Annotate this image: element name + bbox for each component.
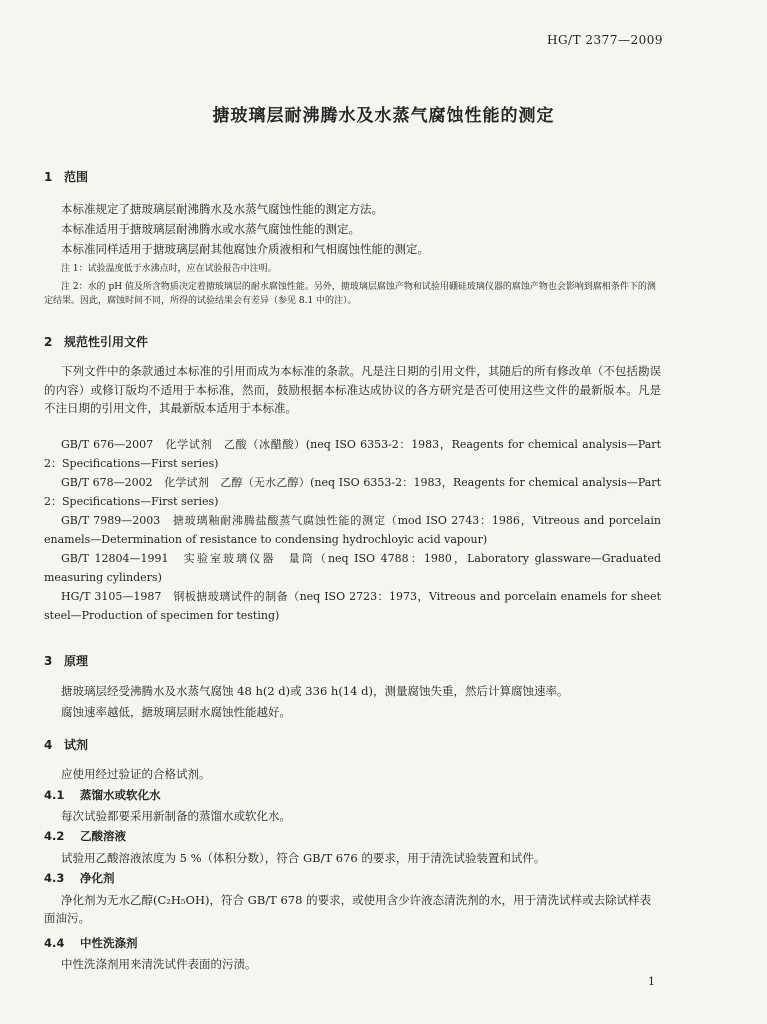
subsection-4-2-heading: [44, 828, 126, 844]
section-3-heading: [44, 652, 88, 669]
principle-paragraph-1: 搪玻璃层经受沸腾水及水蒸气腐蚀 48 h(2 d)或 336 h(14 d)，测量腐蚀失重，然后计算腐蚀速率。: [61, 684, 569, 698]
scope-paragraph-1: 本标准规定了搪玻璃层耐沸腾水及水蒸气腐蚀性能的测定方法。: [61, 202, 383, 216]
section-number: 4: [44, 738, 53, 752]
section-number: 1: [44, 170, 53, 184]
section-number: 2: [44, 335, 53, 349]
subsection-4-4-heading: [44, 935, 138, 951]
page-number: 1: [648, 975, 655, 988]
section-4-heading: [44, 736, 88, 753]
scope-paragraph-3: 本标准同样适用于搪玻璃层耐其他腐蚀介质液相和气相腐蚀性能的测定。: [61, 242, 429, 256]
section-title: 规范性引用文件: [64, 335, 149, 349]
subsection-4-2-text: 试验用乙酸溶液浓度为 5 %（体积分数），符合 GB/T 676 的要求，用于清洗试验装置和试件。: [61, 851, 546, 865]
standard-code: HG/T 2377—2009: [547, 33, 663, 47]
reference-hgt-3105: HG/T 3105—1987 钢板搪玻璃试件的制备（neq ISO 2723：1973，Vitreous and porcelain enamels for sheet steel—Production of specimen for testing): [44, 590, 661, 622]
subsection-4-1-heading: [44, 787, 161, 803]
section-number: 3: [44, 654, 53, 668]
references-intro: 下列文件中的条款通过本标准的引用而成为本标准的条款。凡是注日期的引用文件，其随后的所有修改单（不包括勘误的内容）或修订版均不适用于本标准，然而，鼓励根据本标准达成协议的各方研究是否可使用这些文件的最新版本。凡是不注日期的引用文件，其最新版本适用于本标准。: [44, 364, 661, 415]
subsection-4-3-heading: [44, 870, 115, 886]
subsection-number: 4.1: [44, 788, 65, 802]
reference-gbt-12804: GB/T 12804—1991 实验室玻璃仪器 量筒（neq ISO 4788：1980，Laboratory glassware—Graduated measuring cylinders): [44, 552, 661, 584]
principle-paragraph-2: 腐蚀速率越低，搪玻璃层耐水腐蚀性能越好。: [61, 705, 291, 719]
subsection-4-3-text: 净化剂为无水乙醇(C₂H₅OH)，符合 GB/T 678 的要求，或使用含少许液态清洗剂的水，用于清洗试样或去除试样表面油污。: [44, 893, 652, 925]
scope-note-1: 注 1：试验温度低于水沸点时，应在试验报告中注明。: [61, 264, 277, 274]
document-title: 搪玻璃层耐沸腾水及水蒸气腐蚀性能的测定: [212, 106, 555, 126]
subsection-title: 蒸馏水或软化水: [80, 788, 161, 802]
reagents-intro: 应使用经过验证的合格试剂。: [61, 767, 211, 781]
section-title: 范围: [64, 170, 89, 184]
section-title: 原理: [64, 654, 89, 668]
subsection-title: 乙酸溶液: [80, 829, 126, 843]
reference-gbt-7989: GB/T 7989—2003 搪玻璃釉耐沸腾盐酸蒸气腐蚀性能的测定（mod ISO 2743：1986，Vitreous and porcelain enamels—Determination of resistance to condensing hydrochloyic acid vapour): [44, 514, 661, 546]
section-2-heading: [44, 333, 148, 350]
reference-gbt-676: GB/T 676—2007 化学试剂 乙酸（冰醋酸）(neq ISO 6353-2：1983，Reagents for chemical analysis—Part 2：Specifications—First series): [44, 438, 661, 470]
subsection-number: 4.2: [44, 829, 65, 843]
subsection-title: 中性洗涤剂: [80, 936, 138, 950]
subsection-number: 4.3: [44, 871, 65, 885]
subsection-4-4-text: 中性洗涤剂用来清洗试件表面的污渍。: [61, 957, 257, 971]
subsection-title: 净化剂: [80, 871, 115, 885]
section-title: 试剂: [64, 738, 89, 752]
scope-paragraph-2: 本标准适用于搪玻璃层耐沸腾水或水蒸气腐蚀性能的测定。: [61, 222, 360, 236]
subsection-4-1-text: 每次试验都要采用新制备的蒸馏水或软化水。: [61, 809, 291, 823]
section-1-heading: [44, 168, 88, 185]
reference-gbt-678: GB/T 678—2002 化学试剂 乙醇（无水乙醇）(neq ISO 6353-2：1983，Reagents for chemical analysis—Part 2：Specifications—First series): [44, 476, 661, 508]
scope-note-2: 注 2：水的 pH 值及所含物质决定着搪玻璃层的耐水腐蚀性能。另外，搪玻璃层腐蚀产物和试验用硼硅玻璃仪器的腐蚀产物也会影响到腐相条件下的测定结果。因此，腐蚀时间不同，所得的试验结果会有差异（参见 8.1 中的注）。: [44, 282, 656, 306]
subsection-number: 4.4: [44, 936, 65, 950]
